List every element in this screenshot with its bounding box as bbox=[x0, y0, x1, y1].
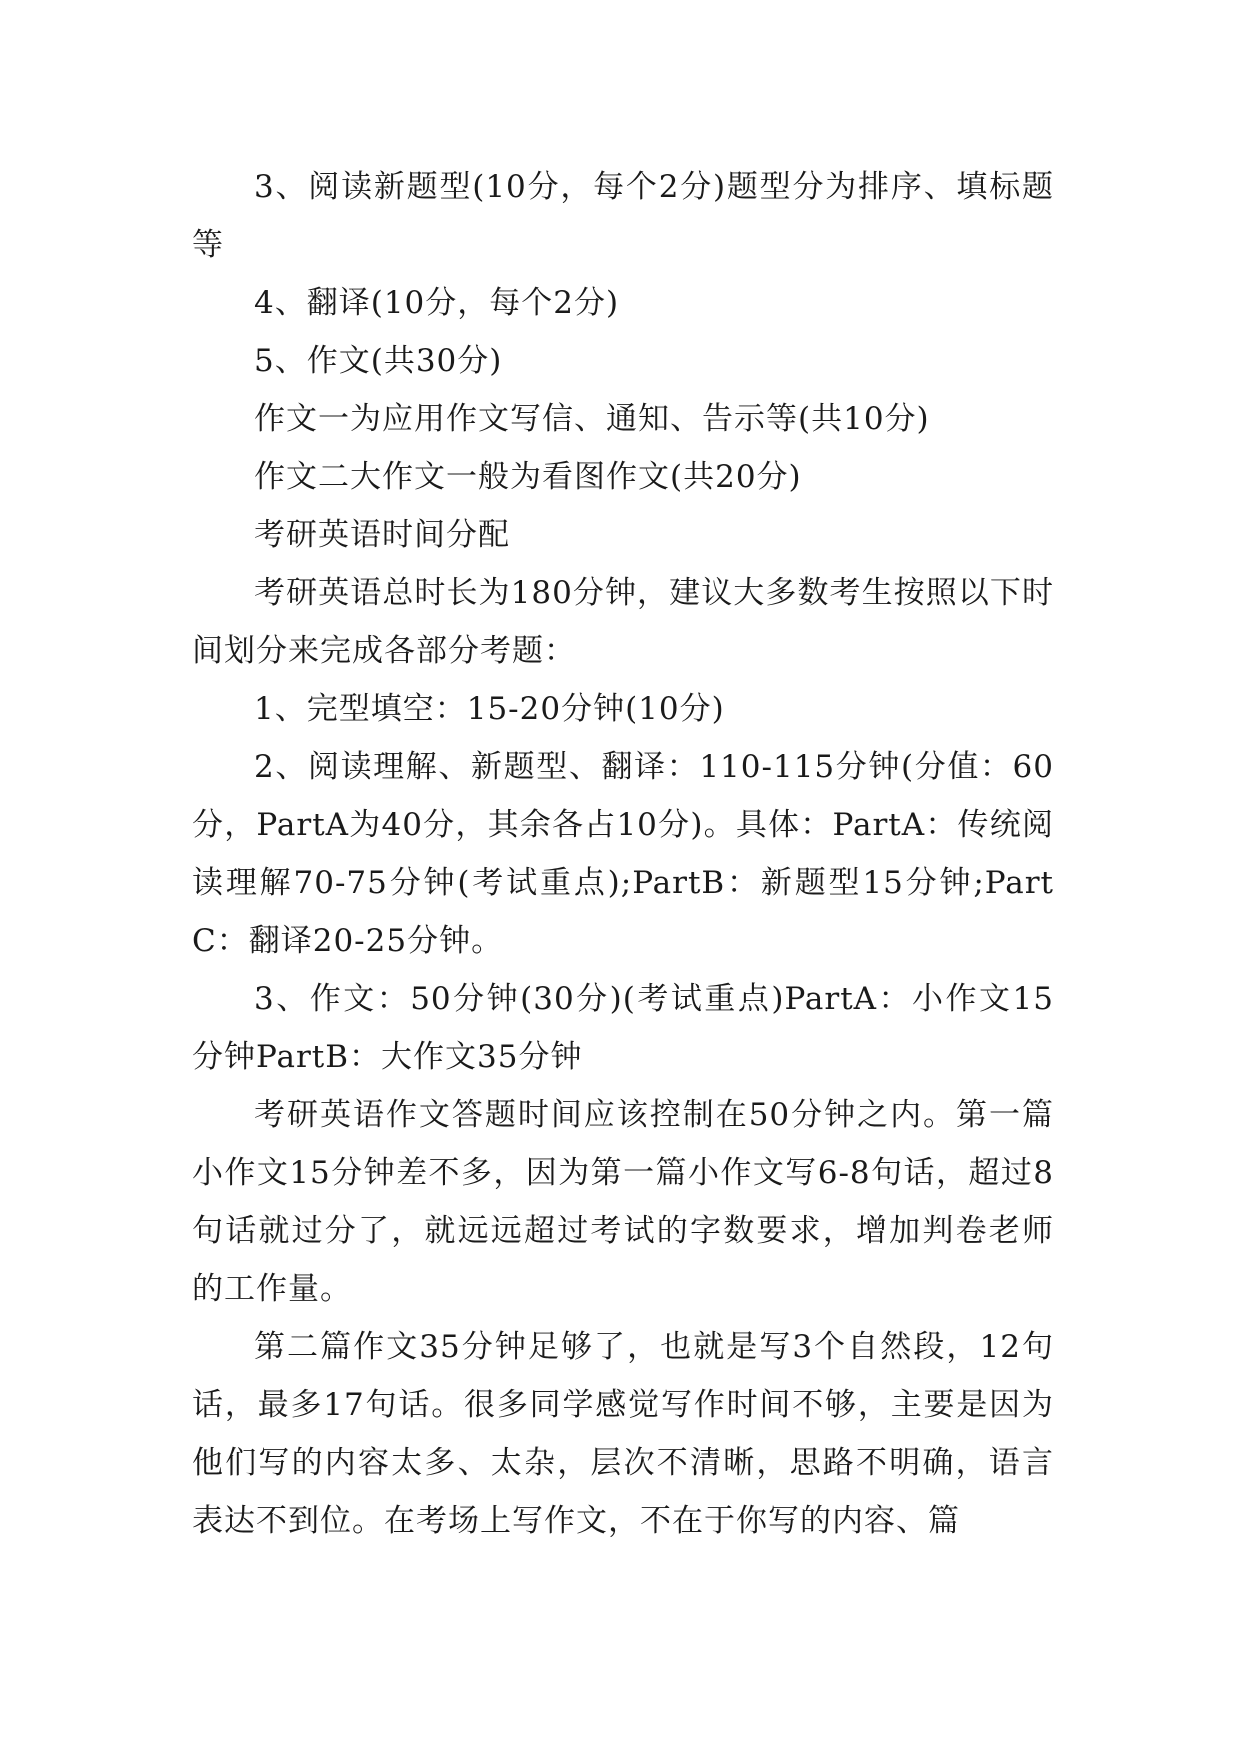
section-heading-time-allocation: 考研英语时间分配 bbox=[254, 517, 510, 553]
paragraph-reading-new-type: 3、阅读新题型(10分，每个2分)题型分为排序、填标题等 bbox=[192, 169, 1054, 263]
paragraph-reading-time: 2、阅读理解、新题型、翻译：110-115分钟(分值：60分，PartA为40分，其余各占10分)。具体：PartA：传统阅读理解70-75分钟(考试重点);PartB：新题型15分钟;PartC：翻译20-25分钟。 bbox=[192, 749, 1054, 959]
paragraph-writing-two: 作文二大作文一般为看图作文(共20分) bbox=[254, 459, 802, 495]
paragraph-writing: 5、作文(共30分) bbox=[254, 343, 503, 379]
paragraph-essay-advice-one: 考研英语作文答题时间应该控制在50分钟之内。第一篇小作文15分钟差不多，因为第一篇小作文写6-8句话，超过8句话就过分了，就远远超过考试的字数要求，增加判卷老师的工作量。 bbox=[192, 1097, 1054, 1307]
paragraph-translation: 4、翻译(10分，每个2分) bbox=[254, 285, 620, 321]
paragraph-writing-time: 3、作文：50分钟(30分)(考试重点)PartA：小作文15分钟PartB：大作文35分钟 bbox=[192, 981, 1054, 1075]
paragraph-cloze-time: 1、完型填空：15-20分钟(10分) bbox=[254, 691, 725, 727]
paragraph-writing-one: 作文一为应用作文写信、通知、告示等(共10分) bbox=[254, 401, 930, 437]
paragraph-essay-advice-two: 第二篇作文35分钟足够了，也就是写3个自然段，12句话，最多17句话。很多同学感觉写作时间不够，主要是因为他们写的内容太多、太杂，层次不清晰，思路不明确，语言表达不到位。在考场上写作文，不在于你写的内容、篇 bbox=[192, 1329, 1054, 1539]
paragraph-total-time: 考研英语总时长为180分钟，建议大多数考生按照以下时间划分来完成各部分考题： bbox=[192, 575, 1054, 669]
document-body bbox=[192, 158, 1054, 1550]
